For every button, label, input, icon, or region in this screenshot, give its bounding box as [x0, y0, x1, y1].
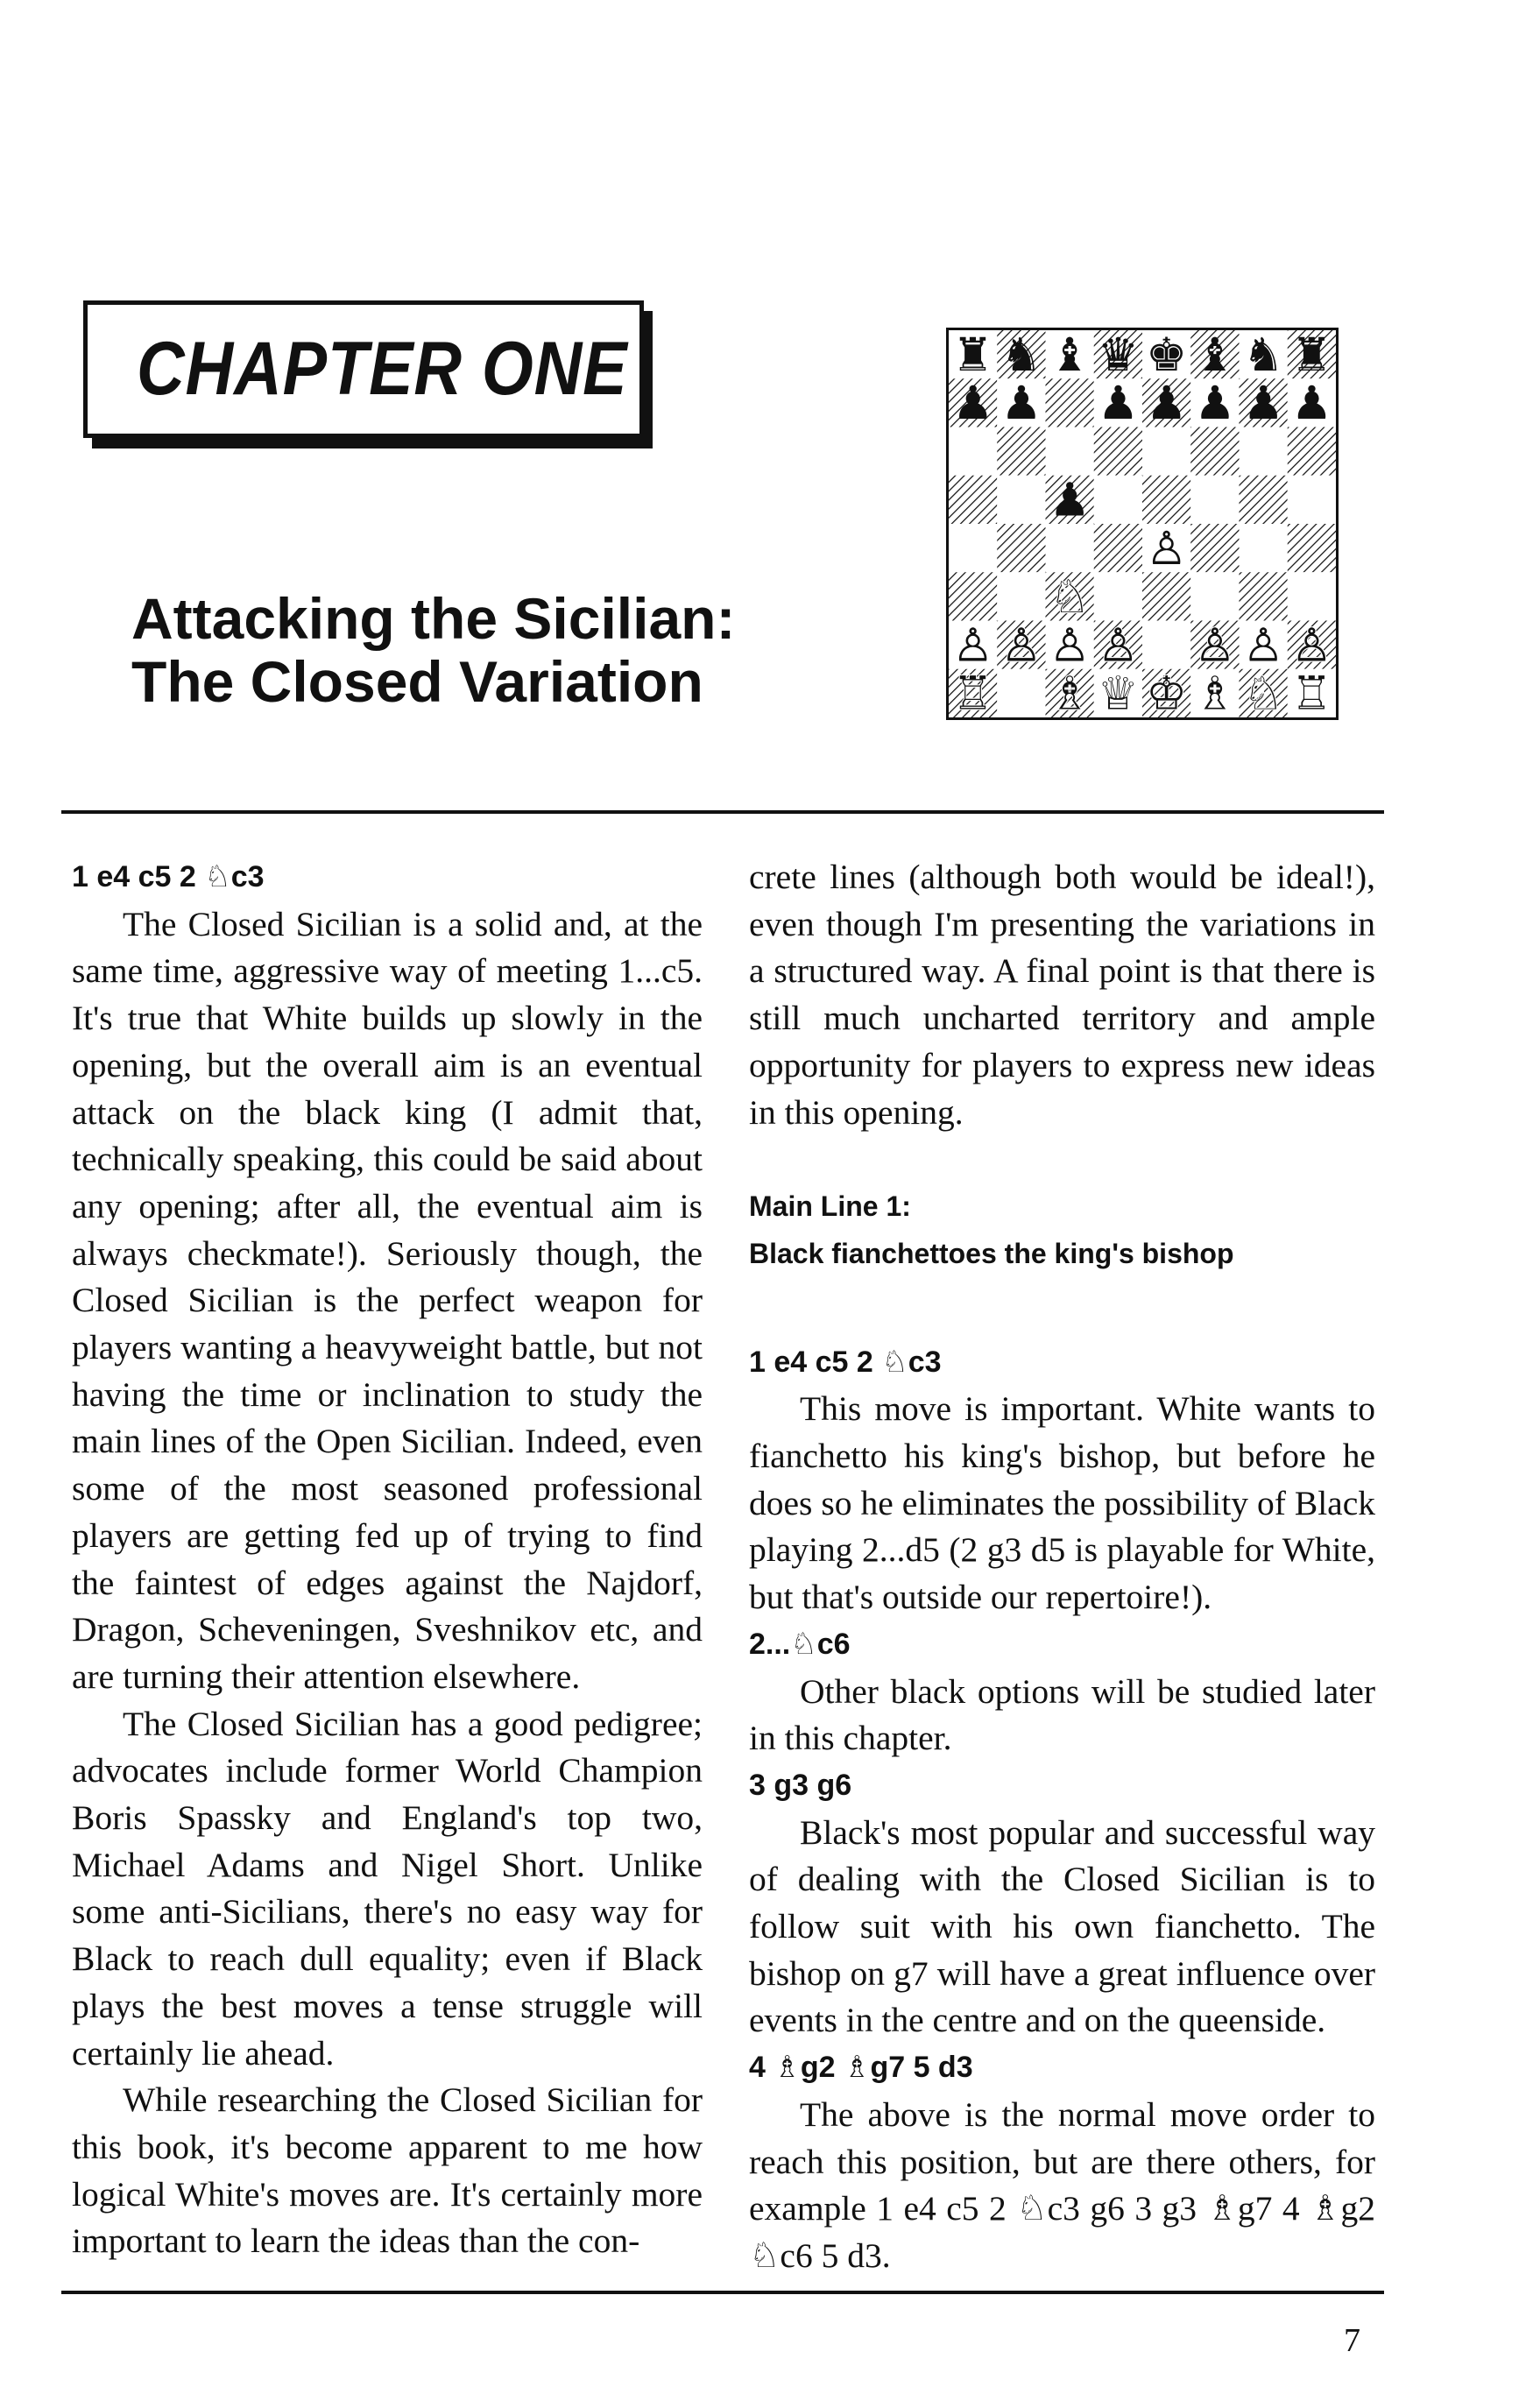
light-square — [1094, 572, 1142, 620]
dark-square — [1142, 476, 1190, 524]
black-pawn-icon — [1049, 474, 1091, 527]
dark-square — [949, 476, 997, 524]
dark-square — [1288, 427, 1336, 476]
chess-diagram — [946, 328, 1339, 720]
light-square — [997, 572, 1045, 620]
white-queen-icon — [1098, 667, 1139, 720]
dark-square — [1046, 378, 1094, 427]
black-king-icon — [1146, 328, 1187, 382]
chapter-label-box — [83, 300, 644, 438]
paragraph: While researching the Closed Sicilian for this book, it's become apparent to me how logical White's moves are. It's certainly more important to learn the ideas than the con- — [72, 2080, 703, 2261]
top-divider — [61, 810, 1384, 814]
black-pawn-icon — [1194, 377, 1235, 430]
black-bishop-icon — [1194, 328, 1235, 382]
black-pawn-icon — [1000, 377, 1042, 430]
white-bishop-icon — [1049, 667, 1091, 720]
dark-square — [1094, 427, 1142, 476]
paragraph: The Closed Sicilian has a good pedigree; advocates include former World Champion Boris Spassky and England's top two, Michael Adams and Nigel Short. Unlike some anti-Sicilians, there's no easy way for Black to reach dull equality; even if Black plays the best moves a tense struggle will certainly lie ahead. — [72, 1704, 703, 2073]
paragraph-continued: crete lines (although both would be ideal!), even though I'm presenting the variations in a structured way. A final point is that there is still much uncharted territory and ample opportunity for players to express new ideas in this opening. — [749, 858, 1375, 1132]
left-column — [72, 854, 703, 2265]
black-bishop-icon — [1049, 328, 1091, 382]
move-line: 1 e4 c5 2 ♘c3 — [72, 860, 265, 893]
black-knight-icon — [1243, 328, 1284, 382]
dark-square — [1190, 427, 1239, 476]
right-column — [749, 854, 1375, 2280]
black-pawn-icon — [1098, 377, 1139, 430]
white-knight-icon — [1049, 570, 1091, 624]
white-pawn-icon — [1146, 522, 1187, 576]
white-pawn-icon — [1243, 618, 1284, 672]
black-pawn-icon — [952, 377, 993, 430]
light-square — [1190, 572, 1239, 620]
black-queen-icon — [1098, 328, 1139, 382]
white-pawn-icon — [1049, 618, 1091, 672]
light-square — [1142, 621, 1190, 669]
light-square — [1142, 427, 1190, 476]
light-square — [1240, 427, 1288, 476]
white-knight-icon — [1243, 667, 1284, 720]
white-rook-icon — [952, 667, 993, 720]
black-pawn-icon — [1243, 377, 1284, 430]
chapter-title-line-2: The Closed Variation — [131, 649, 703, 714]
black-rook-icon — [952, 328, 993, 382]
white-rook-icon — [1291, 667, 1332, 720]
light-square — [949, 524, 997, 572]
dark-square — [997, 524, 1045, 572]
white-pawn-icon — [1098, 618, 1139, 672]
dark-square — [1094, 524, 1142, 572]
chapter-label: CHAPTER ONE — [137, 327, 628, 411]
white-pawn-icon — [1000, 618, 1042, 672]
light-square — [949, 427, 997, 476]
paragraph: The above is the normal move order to reach this position, but are there others, for example 1 e4 c5 2 ♘c3 g6 3 g3 ♗g7 4 ♗g2 ♘c6 5 d3. — [749, 2094, 1375, 2275]
chapter-title-line-1: Attacking the Sicilian: — [131, 586, 736, 651]
move-line: 1 e4 c5 2 ♘c3 — [749, 1345, 942, 1379]
paragraph: The Closed Sicilian is a solid and, at the same time, aggressive way of meeting 1...c5. It's true that White builds up slowly in the opening, but the overall aim is an eventual attack on the black king (I admit that, technically speaking, this could be said about any opening; after all, the eventual aim is always checkmate!). Seriously though, the Closed Sicilian is the perfect weapon for players wanting a heavyweight battle, but not having the time or inclination to study the main lines of the Open Sicilian. Indeed, even some of the most seasoned professional players are getting fed up of trying to find the faintest of edges against the Najdorf, Dragon, Scheveningen, Sveshnikov etc, and are turning their attention elsewhere. — [72, 904, 703, 1696]
paragraph: Black's most popular and successful way of dealing with the Closed Sicilian is to follow suit with his own fianchetto. The bishop on g7 will have a great influence over events in the centre and on the queenside. — [749, 1812, 1375, 2040]
white-king-icon — [1146, 667, 1187, 720]
main-line-title: Black fianchettoes the king's bishop — [749, 1237, 1234, 1269]
page-number: 7 — [1344, 2322, 1360, 2359]
light-square — [1046, 524, 1094, 572]
dark-square — [1240, 572, 1288, 620]
paragraph: This move is important. White wants to fianchetto his king's bishop, but before he does so he eliminates the possibility of Black playing 2...d5 (2 g3 d5 is playable for White, but that's outside our repertoire!). — [749, 1389, 1375, 1617]
dark-square — [1240, 476, 1288, 524]
main-line-label: Main Line 1: — [749, 1190, 911, 1223]
light-square — [1288, 476, 1336, 524]
light-square — [1094, 476, 1142, 524]
dark-square — [949, 572, 997, 620]
paragraph: Other black options will be studied later in this chapter. — [749, 1671, 1375, 1758]
white-pawn-icon — [1194, 618, 1235, 672]
dark-square — [1190, 524, 1239, 572]
move-line: 4 ♗g2 ♗g7 5 d3 — [749, 2051, 973, 2085]
black-pawn-icon — [1146, 377, 1187, 430]
black-pawn-icon — [1291, 377, 1332, 430]
white-pawn-icon — [952, 618, 993, 672]
dark-square — [997, 427, 1045, 476]
move-line: 2...♘c6 — [749, 1627, 851, 1661]
move-line: 3 g3 g6 — [749, 1768, 852, 1802]
bottom-divider — [61, 2291, 1384, 2294]
black-rook-icon — [1291, 328, 1332, 382]
white-pawn-icon — [1291, 618, 1332, 672]
light-square — [997, 476, 1045, 524]
dark-square — [1288, 524, 1336, 572]
light-square — [1190, 476, 1239, 524]
light-square — [1288, 572, 1336, 620]
black-knight-icon — [1000, 328, 1042, 382]
light-square — [997, 669, 1045, 717]
light-square — [1240, 524, 1288, 572]
light-square — [1046, 427, 1094, 476]
dark-square — [1142, 572, 1190, 620]
white-bishop-icon — [1194, 667, 1235, 720]
